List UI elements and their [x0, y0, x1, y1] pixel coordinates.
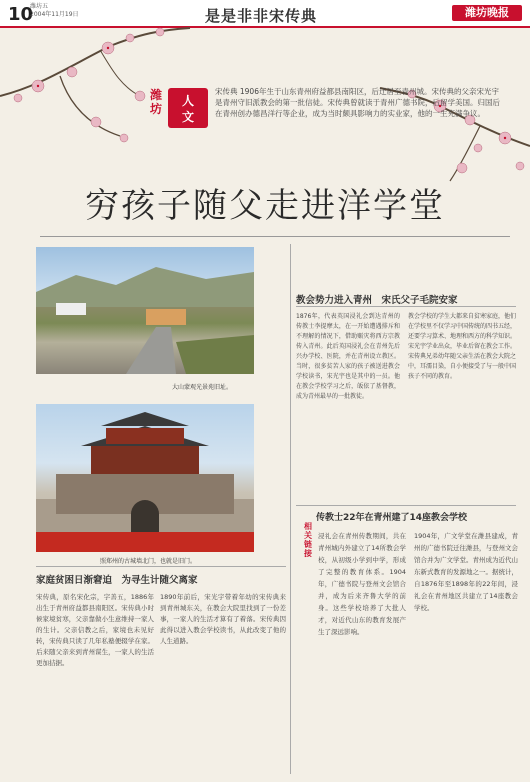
edition-label: 潍坊五: [30, 3, 49, 10]
date-label: 2004年11月19日: [30, 11, 79, 18]
mountain-road-photo: [36, 247, 254, 374]
article-column: 教会学校的学生大都来自贫寒家庭，他们在学校里不仅学习中国传统的四书五经，还要学习算术、地理和西方的科学知识。宋光宇学业出众，毕业后留在教会工作。宋传典兄弟幼年随父亲生活在教会大院之中，耳濡目染，自小便接受了与一般中国孩子不同的教育。: [408, 313, 517, 380]
column-seal: [168, 88, 208, 128]
photo-caption: 大山蒙观光景苑旧址。: [172, 384, 233, 391]
article-column: 1890年前后，宋光宇带着年幼的宋传典来到青州城东关，在教会大院里找到了一份差事，一家人的生活才算有了着落。宋传典因此得以进入教会学校读书，从此改变了他的人生道路。: [160, 593, 286, 645]
mountain-road-illustration: [36, 247, 254, 374]
photo-caption: 照郑州的古城墙北门，也就是旧门。: [100, 558, 197, 565]
article-column: 宋传典，原名宋化宗，字善五，1886年出生于青州府益都县南阳区。宋传典小时候家境贫寒，父亲靠做小生意维持一家人的生计。父亲信教之后，家境也未见好转，宋传典只读了几年私塾便辍学在家。后来随父亲来到青州谋生，一家人的生活更加拮据。: [36, 593, 154, 667]
edition-date: [30, 3, 79, 19]
intro-text: 宋传典 1906年生于山东青州府益都县南阳区，后迁居至青州城。宋传典的父亲宋光宇是青州守旧派教会的第一批信徒。宋传典曾就读于青州广德书院，后留学美国。归国后在青州创办德昌洋行等企业，成为当时颇具影响力的实业家，他的一生充满争议。: [215, 87, 500, 118]
article-column: 1904年，广文学堂在潍县建成，青州的广德书院迁往潍县，与登州文会馆合并为广文学堂。青州成为近代山东新式教育的发源地之一。据统计，自1876年至1898年的22年间，浸礼会在青州地区共建立了14座教会学校。: [414, 532, 518, 612]
seal-char: 坊: [150, 102, 163, 116]
seal-char: 潍: [150, 88, 163, 102]
seal-char: 文: [182, 110, 195, 124]
divider: [36, 566, 286, 567]
newspaper-brand-logo: 潍坊晚报: [452, 5, 522, 21]
city-gate-illustration: [36, 404, 254, 552]
section-heading: 传教士22年在青州建了14座教会学校: [316, 513, 468, 523]
related-link-tag: 相关链接: [304, 522, 312, 558]
section-title: 是是非非宋传典: [205, 7, 318, 25]
divider: [296, 306, 516, 307]
column-separator: [290, 244, 291, 774]
divider: [40, 236, 510, 237]
divider: [296, 505, 516, 506]
article-column: 1876年，代表英国浸礼会到达青州的传教士李提摩太，在一开始遭遇排斥和不理解的情况下，借助赈灾将西方宗教传入青州。此后英国浸礼会在青州先后兴办学校、医院，并在青州设立教区。当时，很多贫苦人家的孩子被送进教会学校读书，宋光宇也是其中的一员。他在教会学校学习之后，皈依了基督教，成为青州最早的一批教徒。: [296, 313, 400, 400]
page-number: 10: [8, 4, 34, 25]
section-heading: 教会势力进入青州 宋氏父子毛院安家: [296, 295, 458, 306]
column-seal-side: [150, 88, 168, 116]
article-column: 浸礼会在青州传教期间，共在青州城内外建立了14所教会学校，从初级小学到中学，形成了完整的教育体系。1904年，广德书院与登州文会馆合并，成为后来齐鲁大学的前身。这些学校培养了大批人才，对近代山东的教育发展产生了深远影响。: [318, 532, 406, 636]
city-gate-photo: [36, 404, 254, 552]
section-heading: 家庭贫困日渐窘迫 为寻生计随父离家: [36, 575, 198, 586]
seal-char: 人: [182, 94, 195, 108]
main-headline: 穷孩子随父走进洋学堂: [85, 186, 445, 226]
